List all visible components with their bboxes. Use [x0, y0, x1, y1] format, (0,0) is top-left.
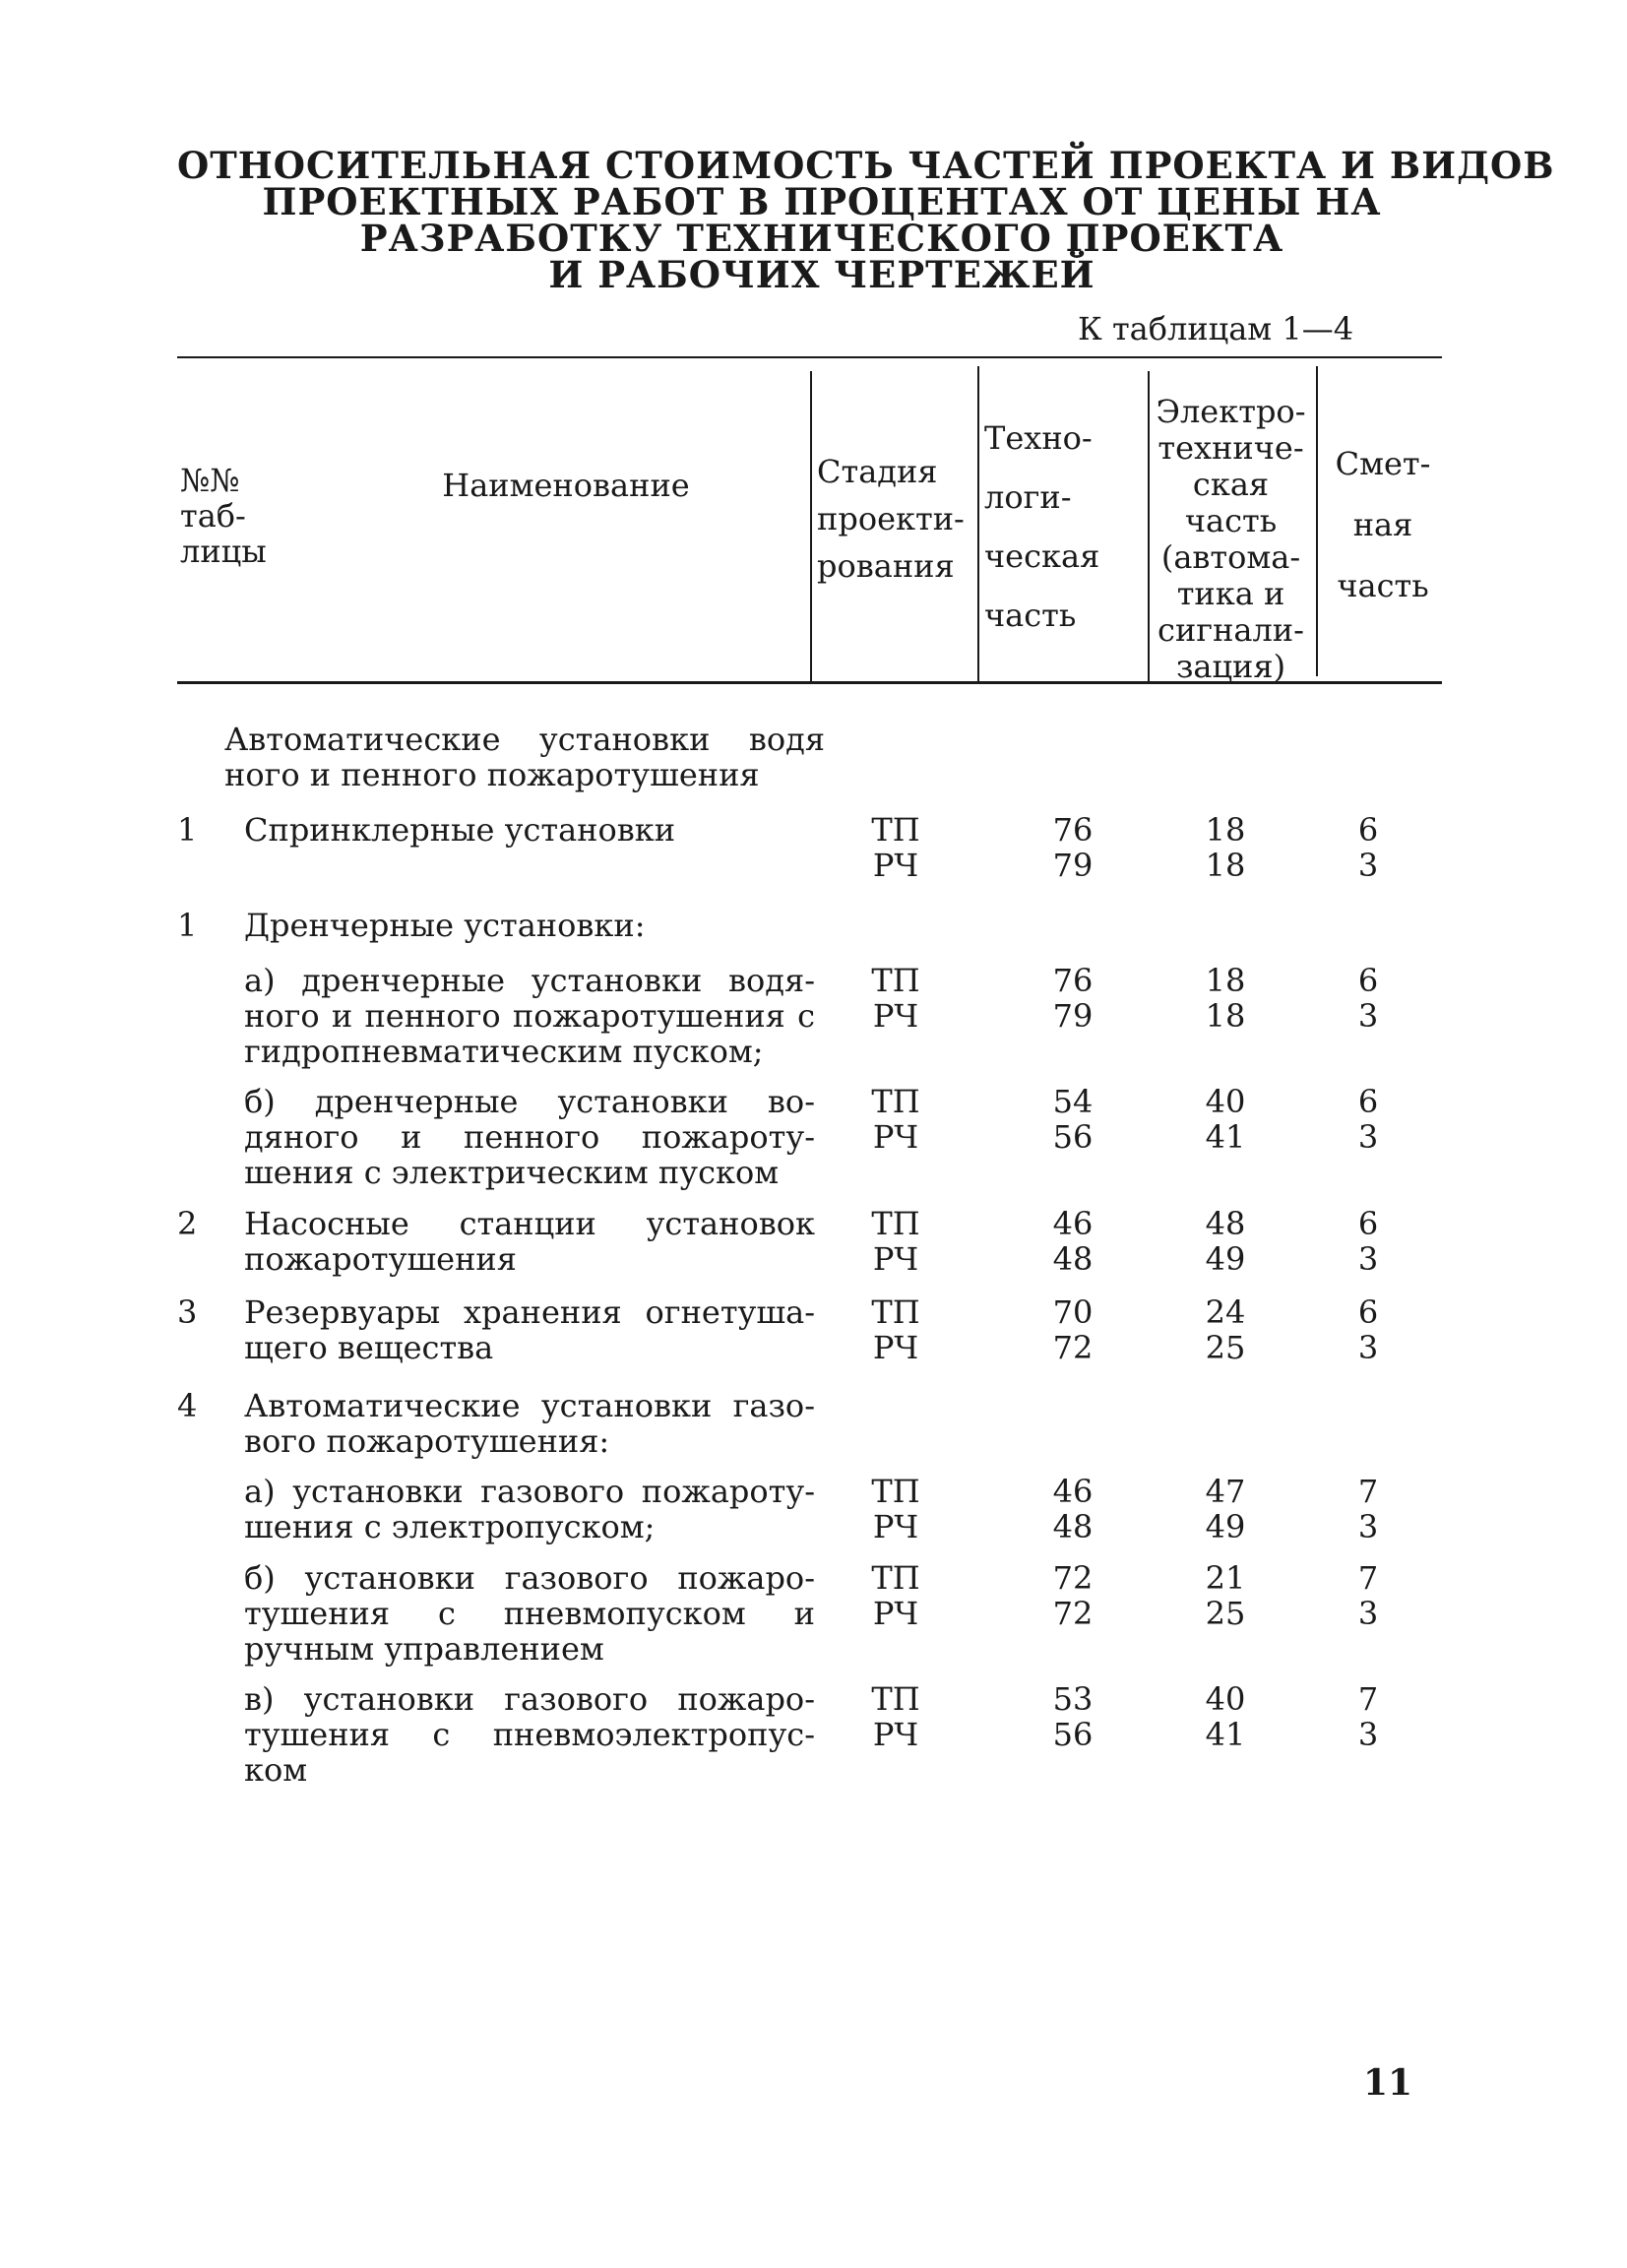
est-value: 7: [1357, 1559, 1379, 1597]
tech-value: 53: [1052, 1680, 1094, 1718]
est-value: 3: [1357, 1508, 1379, 1545]
tech-value: 76: [1052, 811, 1094, 849]
est-value: 3: [1357, 1240, 1379, 1278]
elec-value: 18: [1205, 847, 1246, 884]
stage-value: РЧ: [872, 997, 919, 1035]
tech-value: 72: [1052, 1329, 1094, 1366]
page-number: 11: [1363, 2062, 1413, 2104]
elec-value: 47: [1205, 1473, 1246, 1510]
elec-value: 18: [1205, 962, 1246, 999]
stage-value: ТП: [871, 1293, 920, 1331]
elec-value: 24: [1205, 1293, 1246, 1331]
tech-value: 48: [1052, 1240, 1094, 1278]
tech-value: 46: [1052, 1473, 1094, 1510]
stage-value: РЧ: [872, 1716, 919, 1753]
est-value: 3: [1357, 1595, 1379, 1632]
est-value: 7: [1357, 1473, 1379, 1510]
stage-value: ТП: [871, 1205, 920, 1242]
est-value: 3: [1357, 1118, 1379, 1156]
tech-value: 56: [1052, 1716, 1094, 1753]
tech-value: 79: [1052, 997, 1094, 1035]
est-value: 7: [1357, 1680, 1379, 1718]
tech-value: 72: [1052, 1595, 1094, 1632]
est-value: 6: [1357, 1205, 1379, 1242]
title-line: РАЗРАБОТКУ ТЕХНИЧЕСКОГО ПРОЕКТА: [359, 217, 1284, 260]
elec-value: 25: [1205, 1595, 1246, 1632]
elec-value: 41: [1205, 1716, 1246, 1753]
stage-value: РЧ: [872, 1595, 919, 1632]
elec-value: 48: [1205, 1205, 1246, 1242]
elec-value: 18: [1205, 997, 1246, 1035]
header-technological-part: Техно- логи- ческая часть: [984, 419, 1100, 634]
tech-value: 79: [1052, 847, 1094, 884]
tech-value: 70: [1052, 1293, 1094, 1331]
table-body: Автоматические установки водя ного и пенного пожаротушения 1 Спринклерные установки ТП РЧ 76 79 18 18 6 3 1 Дренчерные установки: а) дренчерные установки водя- ного и пенного пожаротушения с гидропневматическим пуском; ТП РЧ 76 79 18 18 6 3 б) дренчерные установки во- дяного и пенного пожароту- шения с электрическим пуском ТП РЧ 54 56 40 41 6 3 2 Насосные станции установок пожаротушения ТП РЧ 46 48 48 49 6 3 3 Резервуары хранения огнетуша- щего вещества ТП РЧ 70 72 24 25 6 3 4 Автоматические установки газо- вого пожаротушения: а) установки газового пожароту- шения с электропуском; ТП РЧ 46 48 47 49 7 3 б) установки газового пожаро- тушения с пневмопуском и ручным управлением ТП РЧ 72 72 21 25 7 3 в) установки газового пожаро- тушения с пневмоэлектропус- ком ТП РЧ 53 56 40 41 7 3: [0, 0, 1627, 2268]
est-value: 6: [1357, 1293, 1379, 1331]
header-electrotechnical-part: Электро- техниче- ская часть (автома- тика и сигнали- зация): [1156, 393, 1306, 685]
est-value: 6: [1357, 1083, 1379, 1120]
elec-value: 25: [1205, 1329, 1246, 1366]
stage-value: РЧ: [872, 1508, 919, 1545]
stage-value: ТП: [871, 1680, 920, 1718]
stage-value: РЧ: [872, 1240, 919, 1278]
elec-value: 41: [1205, 1118, 1246, 1156]
est-value: 3: [1357, 1329, 1379, 1366]
elec-value: 18: [1205, 811, 1246, 849]
stage-value: РЧ: [872, 1329, 919, 1366]
header-table-number: №№ таб- лицы: [180, 462, 267, 570]
stage-value: ТП: [871, 811, 920, 849]
table-reference-note: К таблицам 1—4: [1078, 310, 1354, 347]
est-value: 3: [1357, 847, 1379, 884]
stage-value: ТП: [871, 962, 920, 999]
tech-value: 48: [1052, 1508, 1094, 1545]
est-value: 3: [1357, 1716, 1379, 1753]
elec-value: 49: [1205, 1508, 1246, 1545]
elec-value: 40: [1205, 1083, 1246, 1120]
elec-value: 40: [1205, 1680, 1246, 1718]
title-line: ОТНОСИТЕЛЬНАЯ СТОИМОСТЬ ЧАСТЕЙ ПРОЕКТА И ВИДОВ: [177, 144, 1555, 187]
header-design-stage: Стадия проекти- рования: [817, 453, 965, 585]
tech-value: 54: [1052, 1083, 1094, 1120]
stage-value: РЧ: [872, 1118, 919, 1156]
stage-value: ТП: [871, 1083, 920, 1120]
stage-value: ТП: [871, 1559, 920, 1597]
header-estimate-part: Смет- ная часть: [1335, 445, 1431, 604]
tech-value: 56: [1052, 1118, 1094, 1156]
title-line: ПРОЕКТНЫХ РАБОТ В ПРОЦЕНТАХ ОТ ЦЕНЫ НА: [262, 180, 1382, 223]
tech-value: 46: [1052, 1205, 1094, 1242]
elec-value: 49: [1205, 1240, 1246, 1278]
tech-value: 72: [1052, 1559, 1094, 1597]
est-value: 6: [1357, 962, 1379, 999]
stage-value: РЧ: [872, 847, 919, 884]
header-name: Наименование: [442, 467, 690, 504]
tech-value: 76: [1052, 962, 1094, 999]
title-line: И РАБОЧИХ ЧЕРТЕЖЕЙ: [548, 253, 1095, 296]
est-value: 6: [1357, 811, 1379, 849]
elec-value: 21: [1205, 1559, 1246, 1597]
est-value: 3: [1357, 997, 1379, 1035]
stage-value: ТП: [871, 1473, 920, 1510]
